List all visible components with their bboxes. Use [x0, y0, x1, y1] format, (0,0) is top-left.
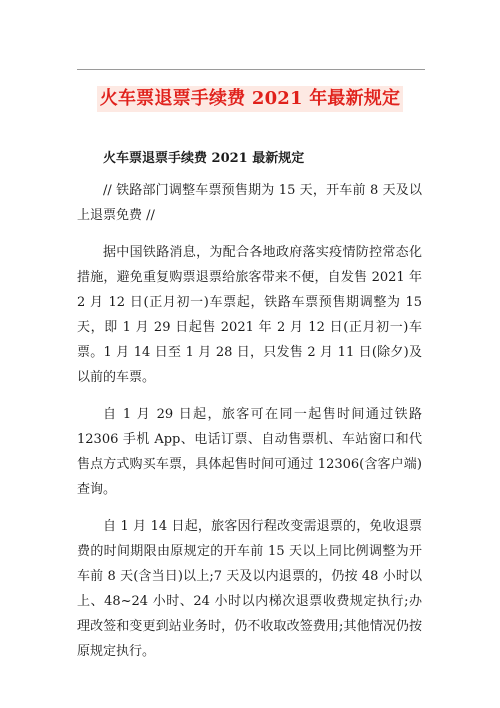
paragraph-notice: // 铁路部门调整车票预售期为 15 天，开车前 8 天及以上退票免费 // — [77, 183, 422, 223]
article-subtitle: 火车票退票手续费 2021 最新规定 — [103, 151, 305, 166]
paragraph-refund-rules: 自 1 月 14 日起，旅客因行程改变需退票的，免收退票费的时间期限由原规定的开车前 15 天以上同比例调整为开车前 8 天(含当日)以上;7 天及以内退票的，仍按 48 小时以上、48~24 小时、24 小时以内梯次退票收费规定执行;办理改签和变更到站业务时，仍不收取改签费用;其他情况仍按原规定执行。 — [77, 519, 422, 659]
paragraph-presale-period: 据中国铁路消息，为配合各地政府落实疫情防控常态化措施，避免重复购票退票给旅客带来不便，自发售 2021 年 2 月 12 日(正月初一)车票起，铁路车票预售期调整为 15 天，即 1 月 29 日起售 2021 年 2 月 12 日(正月初一)车票。1 月 14 日至 1 月 28 日，只发售 2 月 11 日(除夕)及以前的车票。 — [77, 245, 422, 385]
document-title: 火车票退票手续费 2021 年最新规定 — [97, 86, 403, 112]
paragraph-purchase-channels: 自 1 月 29 日起，旅客可在同一起售时间通过铁路 12306 手机 App、电话订票、自动售票机、车站窗口和代售点方式购买车票，具体起售时间可通过 12306(含客户端)查询。 — [77, 407, 422, 497]
article-body — [77, 148, 422, 676]
header-rule — [77, 69, 425, 70]
title-container — [0, 86, 500, 112]
